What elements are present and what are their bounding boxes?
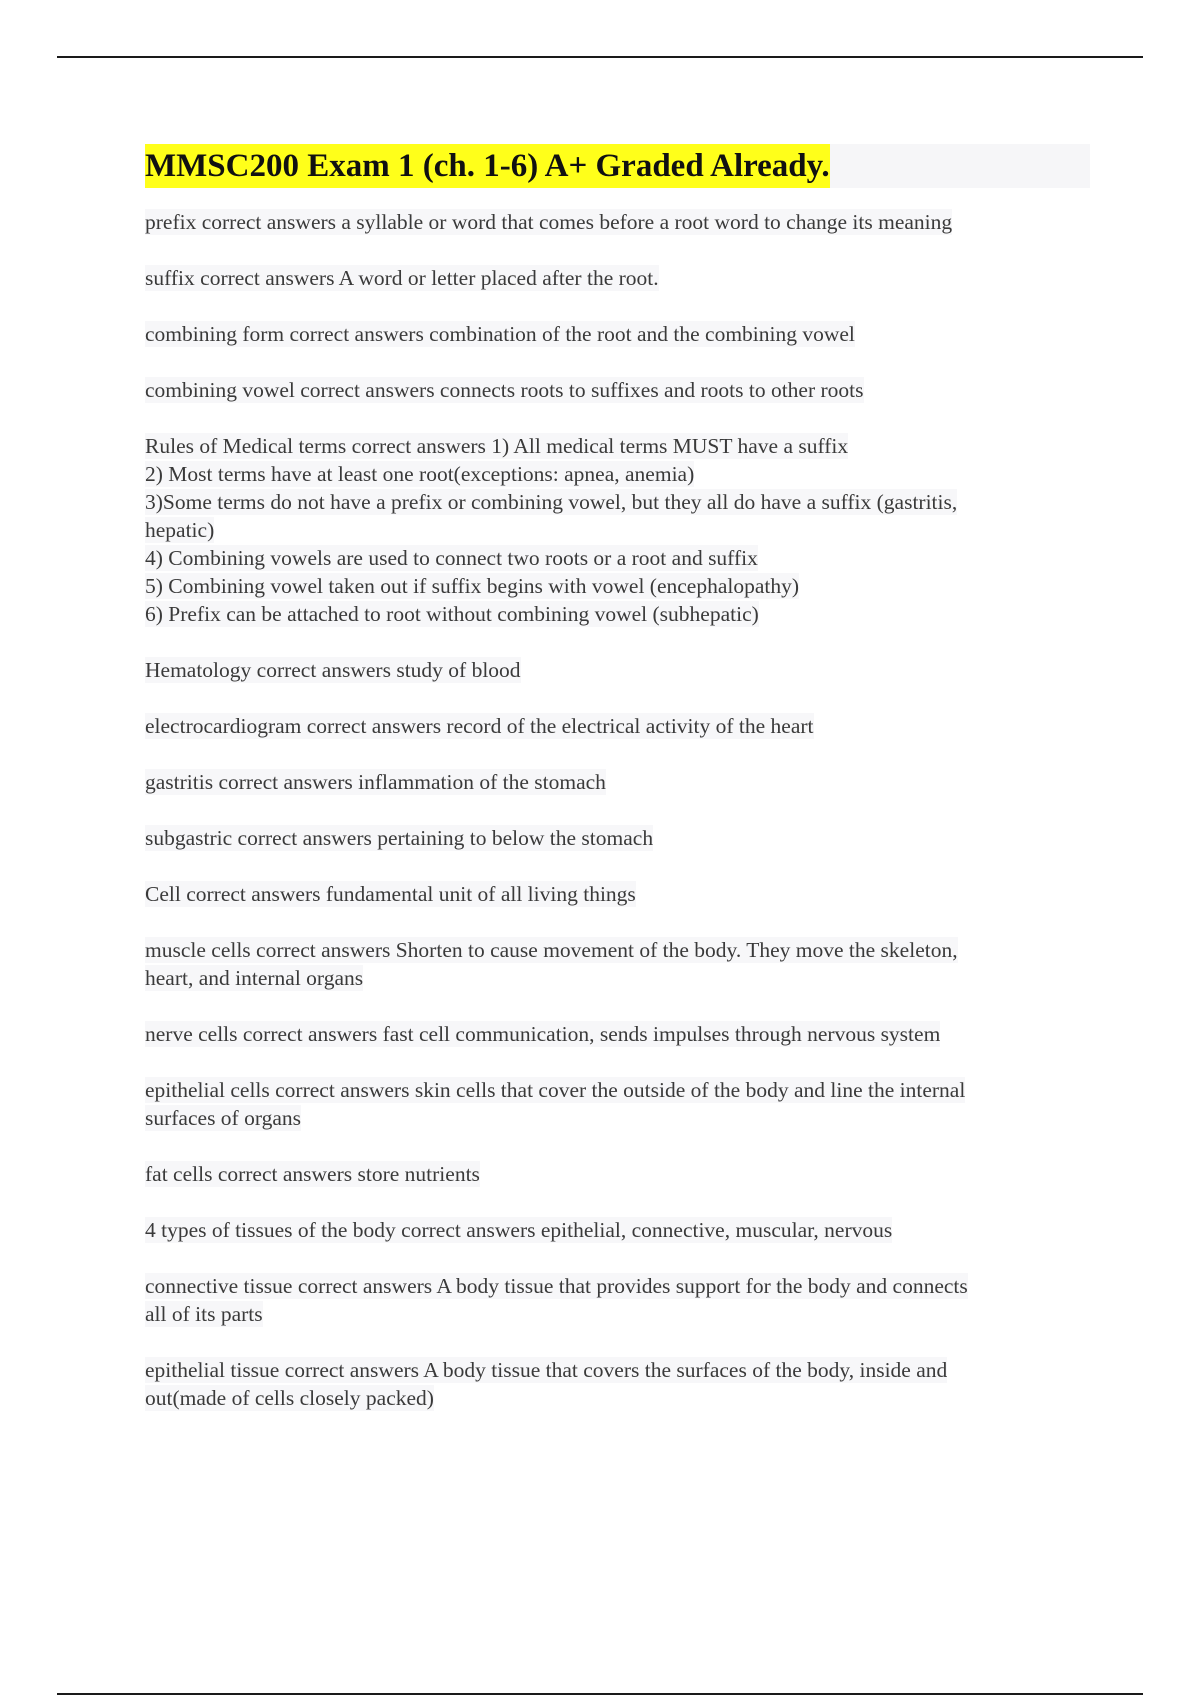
flashcard-entry [145,880,1090,908]
entry-text: heart, and internal organs [145,966,364,990]
entry-text: all of its parts [145,1302,263,1326]
entry-line [145,880,1090,908]
entry-line [145,208,1090,236]
entry-text: gastritis correct answers inflammation of the stomach [145,770,606,794]
entry-text: surfaces of organs [145,1106,302,1130]
entry-text: 4) Combining vowels are used to connect two roots or a root and suffix [145,546,758,570]
entry-text: muscle cells correct answers Shorten to cause movement of the body. They move the skeleton, [145,938,958,962]
entry-line [145,1216,1090,1244]
flashcard-entry [145,1272,1090,1328]
flashcard-entry [145,1356,1090,1412]
entry-line [145,936,1090,964]
entry-line [145,824,1090,852]
entry-text: 6) Prefix can be attached to root without combining vowel (subhepatic) [145,602,759,626]
document-body [145,144,1090,1440]
entry-line [145,1356,1090,1384]
entry-line [145,1272,1090,1300]
entry-line [145,264,1090,292]
document-title: MMSC200 Exam 1 (ch. 1-6) A+ Graded Already. [145,144,830,188]
flashcard-entry [145,936,1090,992]
flashcard-entry [145,712,1090,740]
entry-line [145,1076,1090,1104]
entry-text: 5) Combining vowel taken out if suffix begins with vowel (encephalopathy) [145,574,800,598]
flashcard-entry [145,656,1090,684]
entry-line [145,1020,1090,1048]
entry-line [145,376,1090,404]
flashcard-entry [145,1076,1090,1132]
entry-line [145,964,1090,992]
entry-line [145,432,1090,460]
flashcard-entry [145,1160,1090,1188]
flashcard-entry [145,768,1090,796]
entry-line [145,544,1090,572]
entry-text: 4 types of tissues of the body correct answers epithelial, connective, muscular, nervous [145,1218,893,1242]
entry-line [145,712,1090,740]
entry-line [145,1384,1090,1412]
flashcard-entry [145,1216,1090,1244]
flashcard-entry [145,1020,1090,1048]
entry-line [145,572,1090,600]
entry-text: combining vowel correct answers connects roots to suffixes and roots to other roots [145,378,864,402]
entry-line [145,1160,1090,1188]
entry-text: fat cells correct answers store nutrients [145,1162,480,1186]
bottom-rule [57,1693,1143,1695]
entry-line [145,1300,1090,1328]
flashcard-list [145,208,1090,1412]
entry-text: electrocardiogram correct answers record of the electrical activity of the heart [145,714,814,738]
entry-text: prefix correct answers a syllable or word that comes before a root word to change its meaning [145,210,953,234]
entry-text: epithelial tissue correct answers A body tissue that covers the surfaces of the body, inside and [145,1358,948,1382]
entry-line [145,656,1090,684]
entry-text: Cell correct answers fundamental unit of all living things [145,882,636,906]
entry-text: nerve cells correct answers fast cell communication, sends impulses through nervous system [145,1022,941,1046]
top-rule [57,56,1143,58]
flashcard-entry [145,432,1090,628]
title-band [145,144,1090,188]
flashcard-entry [145,264,1090,292]
entry-line [145,600,1090,628]
entry-line [145,516,1090,544]
entry-text: out(made of cells closely packed) [145,1386,434,1410]
entry-text: hepatic) [145,518,215,542]
entry-text: 2) Most terms have at least one root(exceptions: apnea, anemia) [145,462,695,486]
entry-text: subgastric correct answers pertaining to below the stomach [145,826,654,850]
flashcard-entry [145,824,1090,852]
entry-line [145,460,1090,488]
entry-text: suffix correct answers A word or letter placed after the root. [145,266,659,290]
flashcard-entry [145,320,1090,348]
entry-line [145,488,1090,516]
entry-text: combining form correct answers combination of the root and the combining vowel [145,322,855,346]
entry-text: 3)Some terms do not have a prefix or combining vowel, but they all do have a suffix (gastritis, [145,490,958,514]
entry-line [145,768,1090,796]
entry-text: Hematology correct answers study of blood [145,658,521,682]
flashcard-entry [145,208,1090,236]
entry-line [145,1104,1090,1132]
entry-text: connective tissue correct answers A body tissue that provides support for the body and connects [145,1274,968,1298]
entry-line [145,320,1090,348]
entry-text: epithelial cells correct answers skin cells that cover the outside of the body and line the internal [145,1078,966,1102]
entry-text: Rules of Medical terms correct answers 1) All medical terms MUST have a suffix [145,434,849,458]
flashcard-entry [145,376,1090,404]
